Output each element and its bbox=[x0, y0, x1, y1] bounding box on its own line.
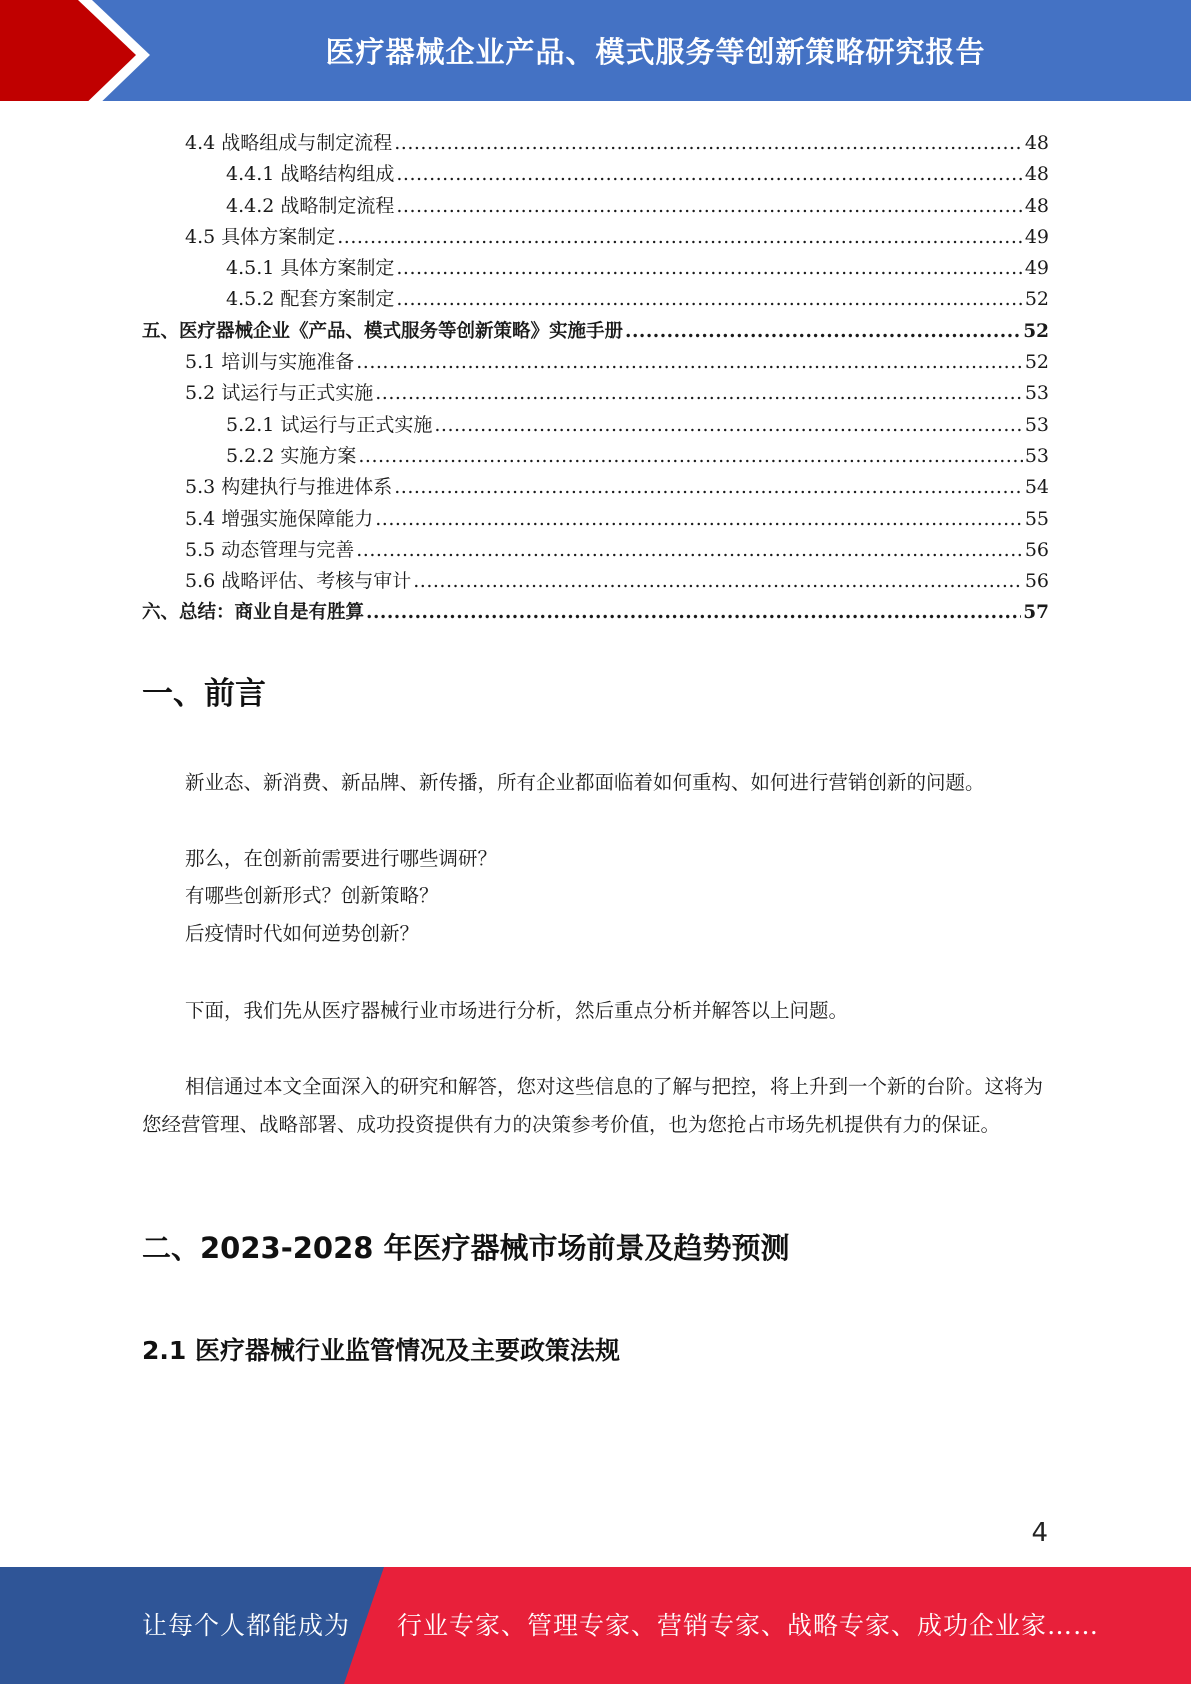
toc-entry-page: 48 bbox=[1024, 163, 1049, 186]
preface-heading: 一、前言 bbox=[142, 676, 266, 712]
toc-entry-page: 57 bbox=[1023, 602, 1049, 624]
toc-entry-page: 53 bbox=[1024, 444, 1049, 467]
toc-entry-page: 56 bbox=[1024, 538, 1049, 561]
toc-entry[interactable] bbox=[142, 253, 1049, 284]
page-number: 4 bbox=[1031, 1518, 1048, 1548]
toc-entry-label: 4.4.2 战略制定流程 bbox=[226, 194, 395, 217]
toc-entry-page: 52 bbox=[1024, 351, 1049, 374]
footer-slogan-left: 让每个人都能成为 bbox=[142, 1611, 351, 1640]
toc-entry-label: 5.6 战略评估、考核与审计 bbox=[185, 570, 412, 593]
toc-dot-leader bbox=[394, 128, 1023, 159]
toc-entry-label: 4.5 具体方案制定 bbox=[185, 225, 336, 248]
toc-entry-page: 48 bbox=[1024, 194, 1049, 217]
preface-paragraph-1: 新业态、新消费、新品牌、新传播，所有企业都面临着如何重构、如何进行营销创新的问题。 bbox=[185, 771, 985, 794]
toc-entry[interactable] bbox=[142, 316, 1049, 347]
toc-dot-leader bbox=[396, 159, 1022, 190]
toc-entry[interactable] bbox=[142, 159, 1049, 190]
preface-question-3: 后疫情时代如何逆势创新？ bbox=[185, 922, 420, 945]
table-of-contents bbox=[142, 128, 1049, 629]
footer-slogan-right: 行业专家、管理专家、营销专家、战略专家、成功企业家…… bbox=[397, 1611, 1100, 1640]
toc-entry[interactable] bbox=[142, 378, 1049, 409]
toc-entry-page: 53 bbox=[1024, 413, 1049, 436]
toc-dot-leader bbox=[396, 284, 1022, 315]
toc-entry-label: 5.5 动态管理与完善 bbox=[185, 538, 355, 561]
toc-dot-leader bbox=[358, 441, 1022, 472]
section-2-1-heading: 2.1 医疗器械行业监管情况及主要政策法规 bbox=[142, 1336, 620, 1365]
toc-entry-label: 5.2.2 实施方案 bbox=[226, 444, 357, 467]
toc-entry[interactable] bbox=[142, 441, 1049, 472]
toc-entry[interactable] bbox=[142, 535, 1049, 566]
toc-entry-page: 54 bbox=[1024, 476, 1049, 499]
toc-entry-label: 5.1 培训与实施准备 bbox=[185, 351, 355, 374]
toc-entry-label: 5.3 构建执行与推进体系 bbox=[185, 476, 393, 499]
toc-entry[interactable] bbox=[142, 128, 1049, 159]
toc-dot-leader bbox=[396, 191, 1022, 222]
toc-entry[interactable] bbox=[142, 566, 1049, 597]
toc-dot-leader bbox=[375, 378, 1023, 409]
toc-entry-page: 49 bbox=[1024, 225, 1049, 248]
toc-entry[interactable] bbox=[142, 191, 1049, 222]
toc-entry[interactable] bbox=[142, 347, 1049, 378]
page-footer bbox=[0, 1567, 1191, 1684]
toc-dot-leader bbox=[413, 566, 1023, 597]
toc-dot-leader bbox=[625, 316, 1021, 347]
toc-dot-leader bbox=[396, 253, 1022, 284]
toc-entry-page: 52 bbox=[1024, 288, 1049, 311]
toc-entry-label: 4.4 战略组成与制定流程 bbox=[185, 132, 393, 154]
toc-entry-page: 55 bbox=[1024, 507, 1049, 530]
toc-entry-label: 五、医疗器械企业《产品、模式服务等创新策略》实施手册 bbox=[142, 320, 624, 342]
preface-question-1: 那么，在创新前需要进行哪些调研？ bbox=[185, 847, 498, 870]
toc-dot-leader bbox=[375, 504, 1023, 535]
toc-entry-page: 49 bbox=[1024, 257, 1049, 280]
toc-entry[interactable] bbox=[142, 410, 1049, 441]
toc-entry-label: 5.2.1 试运行与正式实施 bbox=[226, 413, 433, 436]
toc-entry[interactable] bbox=[142, 284, 1049, 315]
preface-question-2: 有哪些创新形式？创新策略？ bbox=[185, 884, 439, 907]
toc-entry-page: 48 bbox=[1024, 132, 1049, 154]
toc-entry-label: 5.2 试运行与正式实施 bbox=[185, 382, 374, 405]
toc-entry-page: 53 bbox=[1024, 382, 1049, 405]
preface-paragraph-2: 下面，我们先从医疗器械行业市场进行分析，然后重点分析并解答以上问题。 bbox=[185, 999, 849, 1022]
toc-entry-label: 4.5.2 配套方案制定 bbox=[226, 288, 395, 311]
toc-entry[interactable] bbox=[142, 597, 1049, 628]
toc-entry-label: 4.4.1 战略结构组成 bbox=[226, 163, 395, 186]
toc-entry-label: 4.5.1 具体方案制定 bbox=[226, 257, 395, 280]
toc-dot-leader bbox=[337, 222, 1023, 253]
toc-entry-page: 56 bbox=[1024, 570, 1049, 593]
toc-entry[interactable] bbox=[142, 472, 1049, 503]
toc-entry[interactable] bbox=[142, 222, 1049, 253]
toc-dot-leader bbox=[434, 410, 1022, 441]
toc-entry-label: 六、总结：商业自是有胜算 bbox=[142, 602, 365, 624]
section-2-heading: 二、2023-2028 年医疗器械市场前景及趋势预测 bbox=[142, 1231, 790, 1265]
preface-paragraph-3: 相信通过本文全面深入的研究和解答，您对这些信息的了解与把控，将上升到一个新的台阶。这将为您经营管理、战略部署、成功投资提供有力的决策参考价值，也为您抢占市场先机提供有力的保证。 bbox=[142, 1075, 1044, 1136]
toc-entry-label: 5.4 增强实施保障能力 bbox=[185, 507, 374, 530]
header-title: 医疗器械企业产品、模式服务等创新策略研究报告 bbox=[325, 35, 986, 69]
page-header bbox=[0, 0, 1191, 111]
toc-dot-leader bbox=[394, 472, 1023, 503]
toc-entry-page: 52 bbox=[1023, 320, 1049, 342]
toc-entry[interactable] bbox=[142, 504, 1049, 535]
toc-dot-leader bbox=[356, 535, 1023, 566]
toc-dot-leader bbox=[366, 597, 1021, 628]
toc-dot-leader bbox=[356, 347, 1023, 378]
